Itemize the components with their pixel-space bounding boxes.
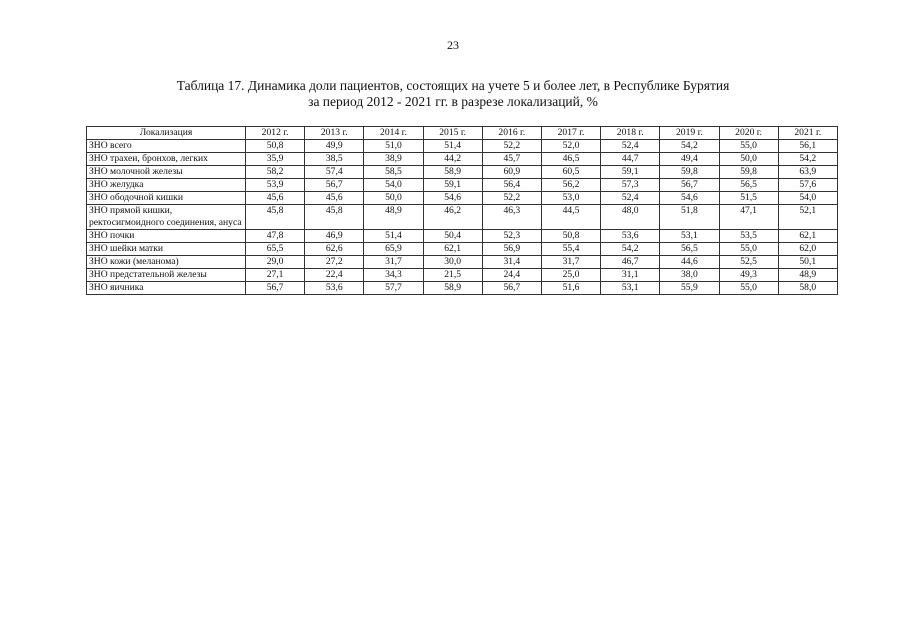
cell-value: 58,9 (423, 166, 482, 179)
cell-value: 52,3 (482, 230, 541, 243)
cell-value: 62,0 (778, 243, 837, 256)
cell-value: 45,8 (246, 205, 305, 230)
cell-value: 54,0 (364, 179, 423, 192)
cell-value: 53,1 (660, 230, 719, 243)
column-header-year: 2018 г. (601, 127, 660, 140)
table-row (87, 256, 838, 269)
caption-line-1: Таблица 17. Динамика доли пациентов, состоящих на учете 5 и более лет, в Республике Бурятия (176, 78, 730, 93)
cell-value: 57,3 (601, 179, 660, 192)
cell-localization: ЗНО молочной железы (87, 166, 246, 179)
cell-value: 56,7 (246, 282, 305, 295)
cell-value: 46,3 (482, 205, 541, 230)
cell-value: 44,2 (423, 153, 482, 166)
cell-localization: ЗНО ободочной кишки (87, 192, 246, 205)
cell-value: 56,2 (541, 179, 600, 192)
table-row (87, 243, 838, 256)
cell-value: 38,9 (364, 153, 423, 166)
cell-value: 31,7 (364, 256, 423, 269)
cell-value: 21,5 (423, 269, 482, 282)
cell-value: 57,7 (364, 282, 423, 295)
cell-value: 58,9 (423, 282, 482, 295)
cell-value: 56,4 (482, 179, 541, 192)
cell-value: 44,7 (601, 153, 660, 166)
cell-value: 55,0 (719, 282, 778, 295)
column-header-year: 2020 г. (719, 127, 778, 140)
column-header-year: 2014 г. (364, 127, 423, 140)
table-row (87, 140, 838, 153)
table-caption (0, 78, 906, 110)
cell-value: 56,7 (660, 179, 719, 192)
cell-value: 22,4 (305, 269, 364, 282)
cell-value: 55,9 (660, 282, 719, 295)
cell-value: 51,0 (364, 140, 423, 153)
table-row (87, 269, 838, 282)
caption-line-2: за период 2012 - 2021 гг. в разрезе локализаций, % (308, 94, 598, 109)
cell-value: 54,2 (601, 243, 660, 256)
column-header-year: 2016 г. (482, 127, 541, 140)
cell-value: 59,8 (660, 166, 719, 179)
cell-value: 48,9 (364, 205, 423, 230)
cell-value: 57,4 (305, 166, 364, 179)
cell-value: 38,5 (305, 153, 364, 166)
cell-value: 46,9 (305, 230, 364, 243)
cell-localization: ЗНО яичника (87, 282, 246, 295)
cell-localization: ЗНО кожи (меланома) (87, 256, 246, 269)
cell-value: 58,0 (778, 282, 837, 295)
cell-value: 60,9 (482, 166, 541, 179)
cell-value: 35,9 (246, 153, 305, 166)
cell-value: 51,8 (660, 205, 719, 230)
cell-value: 65,5 (246, 243, 305, 256)
cell-value: 45,8 (305, 205, 364, 230)
table-header-row (87, 127, 838, 140)
cell-value: 53,6 (601, 230, 660, 243)
cell-value: 56,7 (482, 282, 541, 295)
cell-value: 53,9 (246, 179, 305, 192)
cell-value: 46,7 (601, 256, 660, 269)
cell-value: 59,1 (423, 179, 482, 192)
cell-value: 52,1 (778, 205, 837, 230)
cell-localization: ЗНО почки (87, 230, 246, 243)
cell-value: 49,3 (719, 269, 778, 282)
cell-value: 31,7 (541, 256, 600, 269)
column-header-year: 2017 г. (541, 127, 600, 140)
cell-value: 56,5 (719, 179, 778, 192)
cell-value: 59,1 (601, 166, 660, 179)
cell-value: 52,0 (541, 140, 600, 153)
cell-value: 55,0 (719, 140, 778, 153)
table-body (87, 140, 838, 295)
cell-value: 46,5 (541, 153, 600, 166)
column-header-year: 2015 г. (423, 127, 482, 140)
cell-value: 58,5 (364, 166, 423, 179)
cell-value: 55,0 (719, 243, 778, 256)
cell-value: 52,4 (601, 140, 660, 153)
cell-value: 63,9 (778, 166, 837, 179)
cell-value: 52,2 (482, 140, 541, 153)
cell-value: 53,5 (719, 230, 778, 243)
cell-value: 54,6 (660, 192, 719, 205)
cell-value: 52,2 (482, 192, 541, 205)
cell-localization: ЗНО желудка (87, 179, 246, 192)
column-header-year: 2019 г. (660, 127, 719, 140)
cell-value: 29,0 (246, 256, 305, 269)
cell-value: 54,0 (778, 192, 837, 205)
cell-value: 54,2 (778, 153, 837, 166)
table-row (87, 153, 838, 166)
cell-value: 56,7 (305, 179, 364, 192)
table-row (87, 205, 838, 230)
table-row (87, 230, 838, 243)
table-row (87, 282, 838, 295)
cell-value: 44,6 (660, 256, 719, 269)
cell-localization: ЗНО прямой кишки, ректосигмоидного соединения, ануса (87, 205, 246, 230)
cell-value: 50,8 (541, 230, 600, 243)
cell-value: 47,8 (246, 230, 305, 243)
cell-value: 54,6 (423, 192, 482, 205)
cell-value: 65,9 (364, 243, 423, 256)
localization-share-table (86, 126, 838, 295)
cell-value: 51,4 (364, 230, 423, 243)
column-header-year: 2021 г. (778, 127, 837, 140)
cell-localization: ЗНО предстательной железы (87, 269, 246, 282)
cell-value: 54,2 (660, 140, 719, 153)
cell-value: 52,5 (719, 256, 778, 269)
cell-value: 52,4 (601, 192, 660, 205)
cell-value: 38,0 (660, 269, 719, 282)
page-number: 23 (447, 38, 459, 52)
cell-value: 27,2 (305, 256, 364, 269)
cell-value: 53,6 (305, 282, 364, 295)
cell-value: 50,8 (246, 140, 305, 153)
cell-value: 34,3 (364, 269, 423, 282)
cell-value: 31,4 (482, 256, 541, 269)
cell-value: 56,1 (778, 140, 837, 153)
cell-value: 56,5 (660, 243, 719, 256)
cell-value: 50,1 (778, 256, 837, 269)
cell-value: 56,9 (482, 243, 541, 256)
cell-value: 55,4 (541, 243, 600, 256)
cell-value: 48,9 (778, 269, 837, 282)
cell-value: 62,1 (778, 230, 837, 243)
cell-value: 51,6 (541, 282, 600, 295)
table-row (87, 179, 838, 192)
column-header-year: 2013 г. (305, 127, 364, 140)
cell-value: 57,6 (778, 179, 837, 192)
table-row (87, 166, 838, 179)
cell-value: 49,4 (660, 153, 719, 166)
cell-value: 45,7 (482, 153, 541, 166)
cell-value: 48,0 (601, 205, 660, 230)
cell-value: 30,0 (423, 256, 482, 269)
cell-localization: ЗНО шейки матки (87, 243, 246, 256)
cell-value: 24,4 (482, 269, 541, 282)
cell-value: 49,9 (305, 140, 364, 153)
cell-localization: ЗНО трахеи, бронхов, легких (87, 153, 246, 166)
cell-value: 45,6 (246, 192, 305, 205)
cell-value: 51,4 (423, 140, 482, 153)
cell-value: 51,5 (719, 192, 778, 205)
cell-value: 62,1 (423, 243, 482, 256)
cell-value: 58,2 (246, 166, 305, 179)
column-header-year: 2012 г. (246, 127, 305, 140)
cell-value: 53,0 (541, 192, 600, 205)
cell-value: 46,2 (423, 205, 482, 230)
cell-value: 50,4 (423, 230, 482, 243)
cell-value: 27,1 (246, 269, 305, 282)
cell-value: 44,5 (541, 205, 600, 230)
cell-value: 60,5 (541, 166, 600, 179)
table-row (87, 192, 838, 205)
cell-localization: ЗНО всего (87, 140, 246, 153)
cell-value: 50,0 (719, 153, 778, 166)
cell-value: 53,1 (601, 282, 660, 295)
cell-value: 45,6 (305, 192, 364, 205)
cell-value: 47,1 (719, 205, 778, 230)
cell-value: 25,0 (541, 269, 600, 282)
cell-value: 59,8 (719, 166, 778, 179)
cell-value: 50,0 (364, 192, 423, 205)
cell-value: 31,1 (601, 269, 660, 282)
cell-value: 62,6 (305, 243, 364, 256)
column-header-localization: Локализация (87, 127, 246, 140)
